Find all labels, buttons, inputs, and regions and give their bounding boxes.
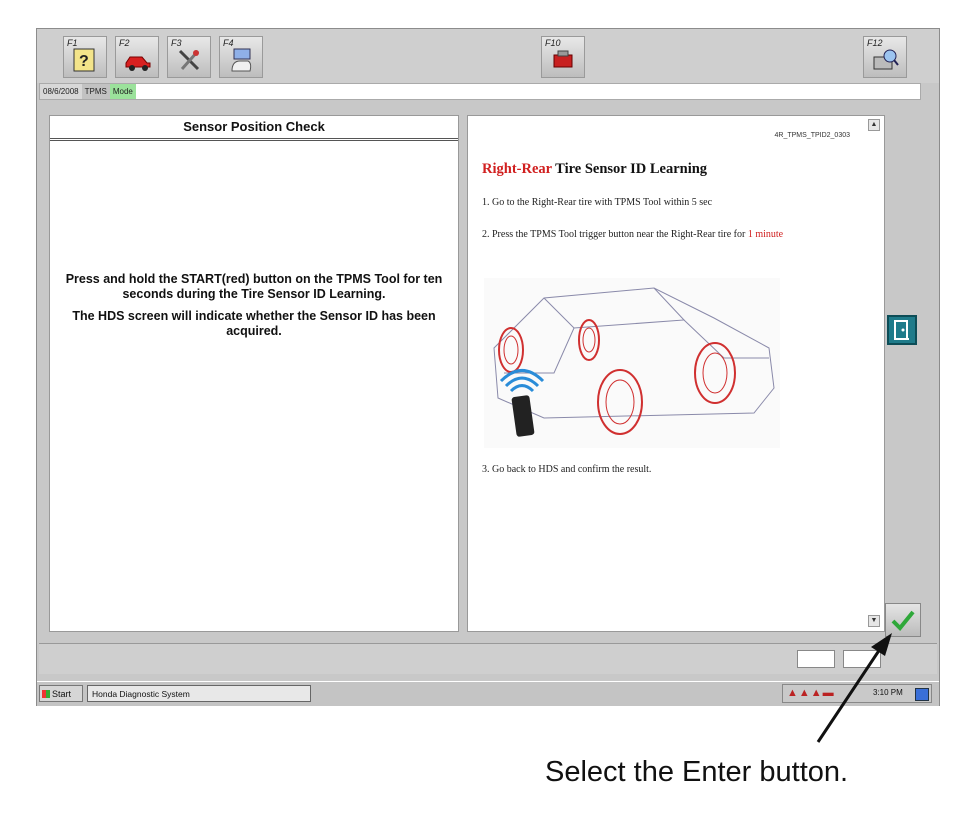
panel-title: Sensor Position Check [50, 116, 458, 141]
title-rest: Tire Sensor ID Learning [551, 161, 708, 177]
f3-key-label: F3 [171, 38, 182, 48]
clock: 3:10 PM [873, 688, 903, 697]
step-2-duration: 1 minute [747, 229, 784, 240]
instruction-caption: Select the Enter button. [545, 756, 849, 788]
taskbar-item-hds[interactable]: Honda Diagnostic System [87, 685, 311, 702]
step-2-text: 2. Press the TPMS Tool trigger button near the Right-Rear tire for [482, 229, 748, 240]
step-1: 1. Go to the Right-Rear tire with TPMS Tool within 5 sec [482, 197, 713, 208]
f10-key-label: F10 [545, 38, 561, 48]
mode-indicator: Mode [110, 84, 136, 99]
title-position: Right-Rear [482, 161, 552, 177]
step-3: 3. Go back to HDS and confirm the result. [482, 464, 652, 475]
scroll-down-button[interactable]: ▼ [868, 615, 880, 627]
tray-icons: ▲▲▲▬ [787, 687, 835, 699]
system-tag: TPMS [82, 84, 110, 99]
f2-key-label: F2 [119, 38, 130, 48]
f12-key-label: F12 [867, 38, 883, 48]
scroll-up-button[interactable]: ▲ [868, 119, 880, 131]
f1-key-label: F1 [67, 38, 78, 48]
start-label: Start [52, 689, 72, 699]
document-code: 4R_TPMS_TPID2_0303 [774, 132, 850, 139]
f4-key-label: F4 [223, 38, 234, 48]
session-date: 08/6/2008 [40, 84, 82, 99]
instruction-paragraph-2: The HDS screen will indicate whether the Sensor ID has been acquired. [72, 309, 436, 338]
svg-text:?: ? [79, 53, 89, 70]
instruction-paragraph-1: Press and hold the START(red) button on the TPMS Tool for ten seconds during the Tire Sensor ID Learning. [65, 272, 443, 301]
